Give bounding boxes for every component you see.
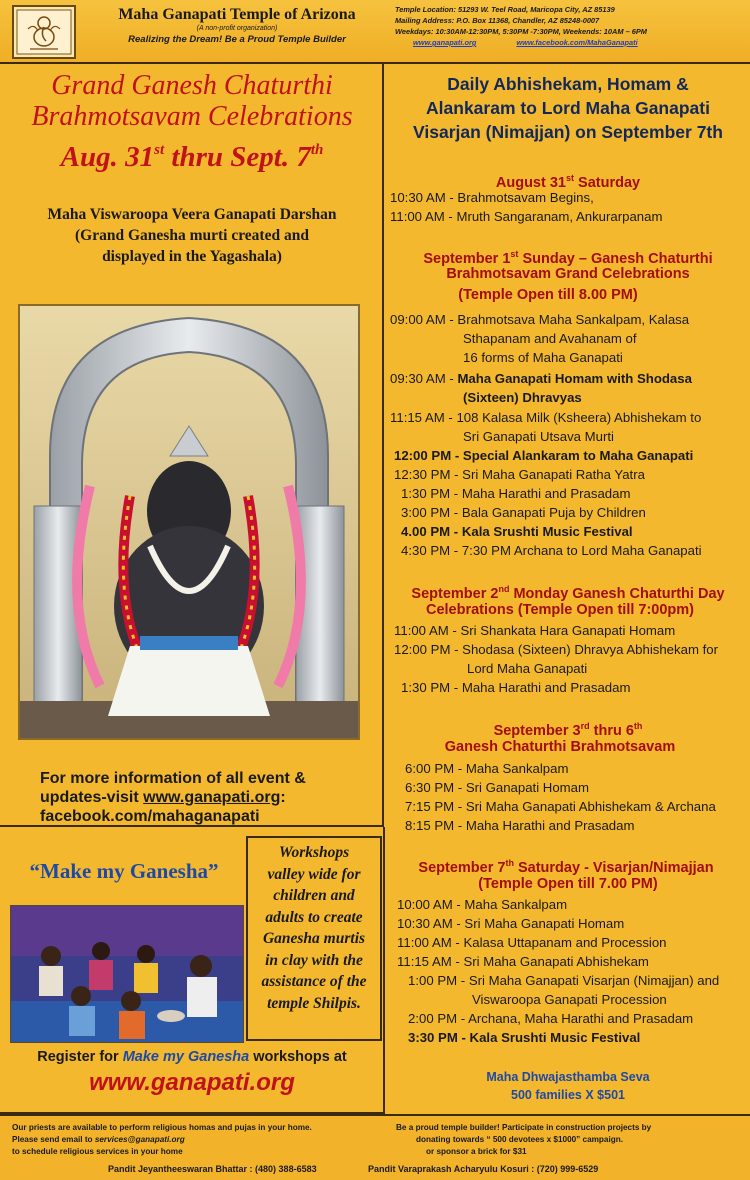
services-email-link[interactable]: services@ganapati.org (94, 1135, 185, 1144)
footer-priests-text: Our priests are available to perform religious homas and pujas in your home. (12, 1123, 312, 1132)
schedule-item: 1:30 PM - Maha Harathi and Prasadam (401, 486, 631, 501)
register-website-link[interactable]: www.ganapati.org (89, 1069, 295, 1096)
temple-location: Temple Location: 51293 W. Teel Road, Maricopa City, AZ 85139 (395, 5, 615, 14)
schedule-item: 7:15 PM - Sri Maha Ganapati Abhishekam & Archana (405, 799, 716, 814)
facebook-link[interactable]: www.facebook.com/MahaGanapati (516, 38, 638, 47)
schedule-item: 3:00 PM - Bala Ganapati Puja by Children (401, 505, 646, 520)
nonprofit-label: (A non-profit organization) (196, 25, 278, 32)
sep7-heading: September 7th Saturday - Visarjan/Nimajjan (418, 858, 714, 876)
sep3-heading: September 3rd thru 6th (493, 721, 643, 739)
tagline: Realizing the Dream! Be a Proud Temple Builder (128, 34, 346, 45)
seva-info: Maha Dhwajasthamba Seva 500 families X $501 (486, 1070, 650, 1102)
schedule-item: 12:30 PM - Sri Maha Ganapati Ratha Yatra (394, 467, 645, 482)
website-link[interactable]: www.ganapati.org (413, 38, 477, 47)
register-text: Register for Make my Ganesha workshops at (37, 1049, 347, 1065)
temple-hours: Weekdays: 10:30AM-12:30PM, 5:30PM -7:30PM, Weekends: 10AM – 6PM (395, 27, 647, 36)
temple-logo (12, 5, 76, 59)
schedule-item: 6:00 PM - Maha Sankalpam (405, 761, 569, 776)
sep2-subheading: Celebrations (Temple Open till 7:00pm) (425, 602, 695, 618)
left-panel (0, 64, 384, 827)
footer: Our priests are available to perform religious homas and pujas in your home. Please send email to services@ganapati.org to schedule religious services in your home Be a proud temple builder! Participate in construction projects by donating towards “ 500 devotees x $1000” campaign. or sponsor a brick for $31 Pandit Jeyantheeswaran Bhattar : (480) 388-6583 Pandit Varaprakash Acharyulu Kosuri : (720) 999-6529 (0, 1114, 750, 1180)
schedule-item: 10:30 AM - Sri Maha Ganapati Homam (397, 916, 625, 931)
schedule-title: Daily Abhishekam, Homam & Alankaram to Lord Maha Ganapati Visarjan (Nimajjan) on September 7th (413, 74, 723, 142)
make-my-ganesha-title: “Make my Ganesha” (29, 859, 219, 883)
schedule-item: 1:00 PM - Sri Maha Ganapati Visarjan (Nimajjan) and (408, 973, 720, 988)
make-my-ganesha-section (0, 827, 384, 1113)
facebook-handle[interactable]: facebook.com/mahaganapati (40, 808, 260, 825)
event-title-line1: Grand Ganesh Chaturthi (51, 70, 333, 101)
schedule-item: 4:30 PM - 7:30 PM Archana to Lord Maha Ganapati (401, 543, 702, 558)
schedule-item: 09:30 AM - Maha Ganapati Homam with Shodasa (390, 371, 692, 386)
priest-contact-1: Pandit Jeyantheeswaran Bhattar : (480) 388-6583 (108, 1164, 317, 1174)
schedule-item-cont: 16 forms of Maha Ganapati (463, 350, 623, 365)
schedule-item: 11:00 AM - Sri Shankata Hara Ganapati Homam (394, 623, 676, 638)
more-info-website-link[interactable]: www.ganapati.org (143, 789, 281, 806)
sep1-hours: (Temple Open till 8.00 PM) (458, 287, 638, 303)
workshop-description: Workshops valley wide for children and adults to create Ganesha murtis in clay with the assistance of the temple Shilpis. (246, 836, 382, 1041)
schedule-item: 11:00 AM - Mruth Sangaranam, Ankurarpanam (390, 209, 663, 224)
aug31-heading: August 31st Saturday (495, 173, 641, 191)
event-title (0, 70, 384, 175)
schedule-item: 8:15 PM - Maha Harathi and Prasadam (405, 818, 635, 833)
schedule-item-cont: Sthapanam and Avahanam of (463, 331, 637, 346)
schedule-item: 4.00 PM - Kala Srushti Music Festival (401, 524, 633, 539)
schedule-item: 3:30 PM - Kala Srushti Music Festival (408, 1030, 641, 1045)
schedule-item-cont: Viswaroopa Ganapati Procession (472, 992, 667, 1007)
ganesha-logo-icon (16, 9, 72, 55)
darshan-text: Maha Viswaroopa Veera Ganapati Darshan (Grand Ganesha murti created and displayed in the Yagashala) (47, 206, 337, 265)
schedule-item: 09:00 AM - Brahmotsava Maha Sankalpam, Kalasa (390, 312, 690, 327)
schedule-item-cont: (Sixteen) Dhravyas (463, 390, 582, 405)
sep1-subheading: Brahmotsavam Grand Celebrations (446, 266, 690, 282)
mailing-address: Mailing Address: P.O. Box 11368, Chandler, AZ 85248-0007 (395, 16, 600, 25)
schedule-item: 11:15 AM - 108 Kalasa Milk (Ksheera) Abhishekam to (390, 410, 702, 425)
schedule-item: 11:15 AM - Sri Maha Ganapati Abhishekam (397, 954, 649, 969)
temple-name: Maha Ganapati Temple of Arizona (118, 6, 356, 23)
event-title-line2: Brahmotsavam Celebrations (31, 101, 353, 132)
schedule-item: 1:30 PM - Maha Harathi and Prasadam (401, 680, 631, 695)
ganesha-murti-photo (18, 304, 360, 740)
priest-contact-2: Pandit Varaprakash Acharyulu Kosuri : (720) 999-6529 (368, 1164, 599, 1174)
sep7-hours: (Temple Open till 7.00 PM) (478, 876, 658, 892)
workshop-photo (10, 905, 244, 1043)
header (0, 0, 750, 64)
schedule-item: 2:00 PM - Archana, Maha Harathi and Prasadam (408, 1011, 694, 1026)
schedule-item: 12:00 PM - Shodasa (Sixteen) Dhravya Abhishekam for (394, 642, 718, 657)
footer-donation-text: Be a proud temple builder! Participate in construction projects by (396, 1123, 652, 1132)
schedule-item: 10:00 AM - Maha Sankalpam (397, 897, 568, 912)
sep1-heading: September 1st Sunday – Ganesh Chaturthi (423, 249, 713, 267)
schedule-item: 6:30 PM - Sri Ganapati Homam (405, 780, 589, 795)
schedule-item-cont: Lord Maha Ganapati (467, 661, 588, 676)
sep3-subheading: Ganesh Chaturthi Brahmotsavam (444, 739, 676, 755)
event-dates: Aug. 31st thru Sept. 7th (60, 141, 324, 173)
schedule-item: 10:30 AM - Brahmotsavam Begins, (390, 190, 594, 205)
sep2-heading: September 2nd Monday Ganesh Chaturthi Day (411, 584, 725, 602)
schedule-panel (386, 64, 750, 1114)
schedule-item: 11:00 AM - Kalasa Uttapanam and Procession (397, 935, 667, 950)
schedule-item-cont: Sri Ganapati Utsava Murti (463, 429, 614, 444)
more-info: For more information of all event & updates-visit www.ganapati.org: facebook.com/mahaganapati (40, 769, 380, 826)
schedule-item: 12:00 PM - Special Alankaram to Maha Ganapati (394, 448, 694, 463)
